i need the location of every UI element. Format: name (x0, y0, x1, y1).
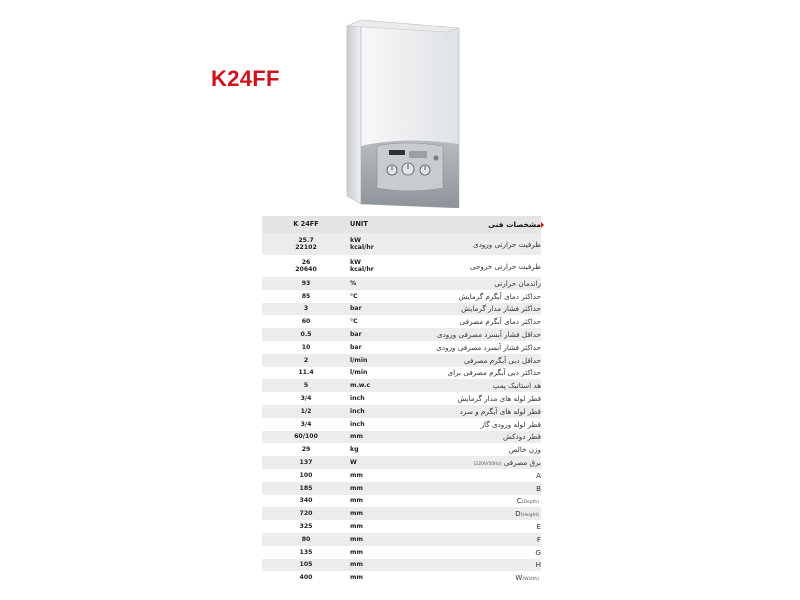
row-unit: kW kcal/hr (350, 259, 374, 273)
row-value: 105 (299, 561, 313, 569)
row-note: (220V/50Hz) (473, 462, 502, 468)
table-row (262, 495, 541, 508)
table-row (262, 559, 541, 572)
row-unit: mm (350, 523, 363, 531)
row-param: حداکثر دمای آبگرم مصرفی (459, 317, 541, 327)
table-row (262, 290, 541, 303)
row-param: F (536, 534, 541, 544)
row-unit: bar (350, 305, 362, 313)
row-param: C(Depth) (516, 496, 539, 506)
row-unit: mm (350, 535, 363, 543)
row-param: قطر لوله ورودی گاز (480, 419, 541, 429)
row-value: 3/4 (300, 420, 312, 428)
row-param: ظرفیت حرارتی خروجی (469, 261, 541, 271)
row-unit: mm (350, 433, 363, 441)
boiler-image (343, 18, 463, 208)
spec-table (262, 216, 541, 584)
row-value: 60/100 (294, 433, 318, 441)
row-value: 185 (299, 484, 313, 492)
row-param: حداکثر دمای آبگرم گرمایش (458, 291, 541, 301)
table-row (262, 482, 541, 495)
row-unit: kg (350, 446, 359, 454)
table-row (262, 405, 541, 418)
table-row (262, 315, 541, 328)
row-value: 25.7 22102 (295, 237, 317, 251)
row-note: (Height) (520, 513, 539, 519)
row-value: 5 (303, 382, 309, 390)
table-row (262, 546, 541, 559)
row-value: 100 (299, 471, 313, 479)
row-param: W(Width) (515, 573, 539, 583)
row-value: 2 (303, 356, 309, 364)
header-param: مشخصات فنی (488, 220, 541, 229)
row-unit: l/min (350, 356, 368, 364)
table-row (262, 277, 541, 290)
row-param: حداکثر فشار مدار گرمایش (461, 304, 541, 314)
row-value: 400 (299, 574, 313, 582)
table-row (262, 354, 541, 367)
table-row (262, 255, 541, 277)
row-param: راندمان حرارتی (494, 278, 541, 288)
row-unit: % (350, 279, 357, 287)
row-unit: mm (350, 510, 363, 518)
row-unit: bar (350, 343, 362, 351)
row-unit: W (350, 459, 357, 467)
table-row (262, 233, 541, 255)
header-unit: UNIT (350, 220, 368, 228)
table-row (262, 328, 541, 341)
row-value: 340 (299, 497, 313, 505)
model-title: K24FF (211, 66, 280, 91)
row-unit: mm (350, 561, 363, 569)
header-model: K 24FF (293, 220, 319, 228)
table-row (262, 418, 541, 431)
row-unit: mm (350, 574, 363, 582)
row-value: 26 20640 (295, 259, 317, 273)
row-value: 80 (301, 535, 311, 543)
row-unit: l/min (350, 369, 368, 377)
row-param: A (536, 470, 541, 480)
row-param: حداقل فشار آبسرد مصرفی ورودی (436, 330, 541, 340)
row-value: 135 (299, 548, 313, 556)
row-value: 93 (301, 279, 311, 287)
row-param: B (536, 483, 541, 493)
row-unit: mm (350, 471, 363, 479)
row-unit: m.w.c (350, 382, 371, 390)
table-row (262, 303, 541, 316)
table-row (262, 443, 541, 456)
row-param: G (535, 547, 541, 557)
row-value: 325 (299, 523, 313, 531)
row-note: (Width) (522, 577, 539, 583)
row-value: 3/4 (300, 395, 312, 403)
table-row (262, 392, 541, 405)
row-unit: inch (350, 407, 365, 415)
row-unit: °C (350, 292, 358, 300)
table-row (262, 379, 541, 392)
row-param: قطر لوله های مدار گرمایش (457, 394, 541, 404)
row-unit: mm (350, 548, 363, 556)
row-param: وزن خالص (508, 445, 541, 455)
row-unit: kW kcal/hr (350, 237, 374, 251)
row-unit: °C (350, 318, 358, 326)
table-row (262, 431, 541, 444)
row-value: 29 (301, 446, 311, 454)
row-value: 10 (301, 343, 311, 351)
table-header-row (262, 216, 541, 233)
row-value: 0.5 (300, 331, 312, 339)
row-unit: bar (350, 331, 362, 339)
table-row (262, 341, 541, 354)
row-unit: inch (350, 420, 365, 428)
row-unit: mm (350, 497, 363, 505)
row-param: حداکثر دبی آبگرم مصرفی برای (447, 368, 541, 378)
row-param: حداقل دبی آبگرم مصرفی (464, 355, 541, 365)
row-param: قطر لوله های آبگرم و سرد (459, 406, 541, 416)
row-param: ظرفیت حرارتی ورودی (472, 239, 541, 249)
row-value: 11.4 (298, 369, 314, 377)
row-value: 60 (301, 318, 311, 326)
row-note: (Depth) (521, 500, 539, 506)
row-param: H (535, 560, 541, 570)
row-param: E (536, 522, 541, 532)
row-value: 137 (299, 459, 313, 467)
row-unit: mm (350, 484, 363, 492)
row-param: D(Height) (515, 509, 539, 519)
table-row (262, 456, 541, 469)
row-param: برق مصرفی(220V/50Hz) (473, 458, 541, 468)
table-row (262, 367, 541, 380)
row-param: حداکثر فشار آبسرد مصرفی ورودی (436, 342, 541, 352)
row-value: 85 (301, 292, 311, 300)
row-unit: inch (350, 395, 365, 403)
row-param: هد استاتیک پمپ (492, 381, 541, 391)
row-value: 720 (299, 510, 313, 518)
table-row (262, 520, 541, 533)
row-value: 1/2 (300, 407, 312, 415)
table-row (262, 507, 541, 520)
table-row (262, 571, 541, 584)
table-row (262, 533, 541, 546)
table-row (262, 469, 541, 482)
row-param: قطر دودکش (502, 432, 541, 442)
row-value: 3 (303, 305, 309, 313)
